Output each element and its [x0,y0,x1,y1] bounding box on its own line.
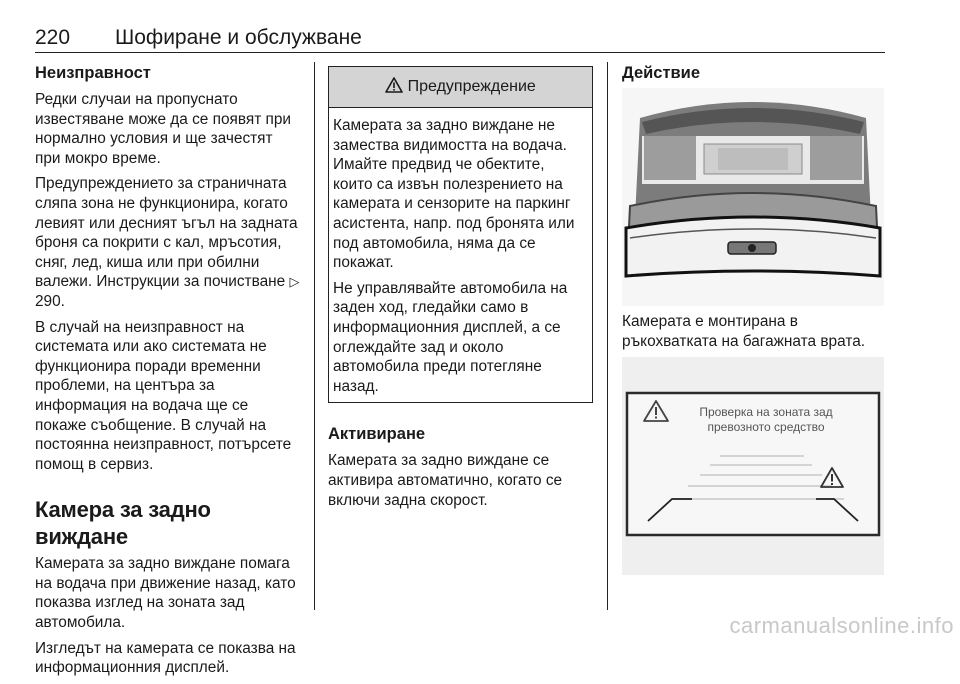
paragraph-system-fault: В случай на неизправност на системата или ако системата не функционира поради временни проблеми, на центъра за информация на водача ще се покаже съобщение. В случай на постоянна неизправност, потърсете помощ в сервиз. [35,318,292,473]
watermark: carmanualsonline.info [729,613,954,638]
paragraph-camera-display: Изгледът на камерата се показва на информационния дисплей. [35,639,296,677]
paragraph-activation: Камерата за задно виждане се активира автоматично, когато се включи задна скорост. [328,452,563,509]
heading-malfunction: Неизправност [35,64,151,82]
rear-camera-display-illustration [622,357,884,575]
warning-paragraph-2: Не управлявайте автомобила на заден ход, гледайки само в информационния дисплей, а се оглеждайте зад и около автомобила преди потегляне назад. [333,279,568,395]
column-left [35,62,300,684]
warning-triangle-icon [385,78,407,95]
heading-activation: Активиране [328,425,426,444]
page-header [35,22,885,53]
page-reference: 290. [35,292,65,310]
column-divider-1 [314,62,315,610]
warning-box [328,66,593,403]
warning-header [329,67,592,108]
paragraph-missed-alerts: Редки случаи на пропуснато известяване може да се появят при нормално условия и ще зачестят при мокро време. [35,91,292,167]
display-message-line1: Проверка на зоната зад [699,405,833,420]
chapter-title: Шофиране и обслужване [115,26,362,49]
rear-camera-illustration [622,88,884,306]
paragraph-blind-spot [35,174,300,311]
paragraph-camera-intro: Камерата за задно виждане помага на водача при движение назад, като показва изглед на зоната зад автомобила. [35,555,296,632]
warning-paragraph-1: Камерата за задно виждане не замества видимостта на водача. Имайте предвид че обектите, които са извън полезрението на камерата и сензорите на паркинг асистента, напр. под бронята или под автомобила, няма да се покажат. [333,117,575,272]
section-title-rear-camera: Камера за задно виждане [35,497,211,550]
paragraph-blind-spot-text: Предупреждението за страничната сляпа зона не функционира, когато левият или десният ъгъл на задната броня са покрити с кал, мръсотия, сняг, лед, киша или при обилни валежи. Инструкции за почистване [35,175,298,291]
page-number: 220 [35,26,71,49]
column-middle [328,62,593,516]
warning-body [329,108,592,402]
display-message-line2: превозното средство [707,420,825,435]
heading-operation: Действие [622,64,700,82]
column-right [622,62,887,575]
column-divider-2 [607,62,608,610]
caption-camera-location: Камерата е монтирана в ръкохватката на багажната врата. [622,313,866,350]
triangle-right-icon: ▷ [289,274,300,290]
warning-title: Предупреждение [407,78,536,95]
